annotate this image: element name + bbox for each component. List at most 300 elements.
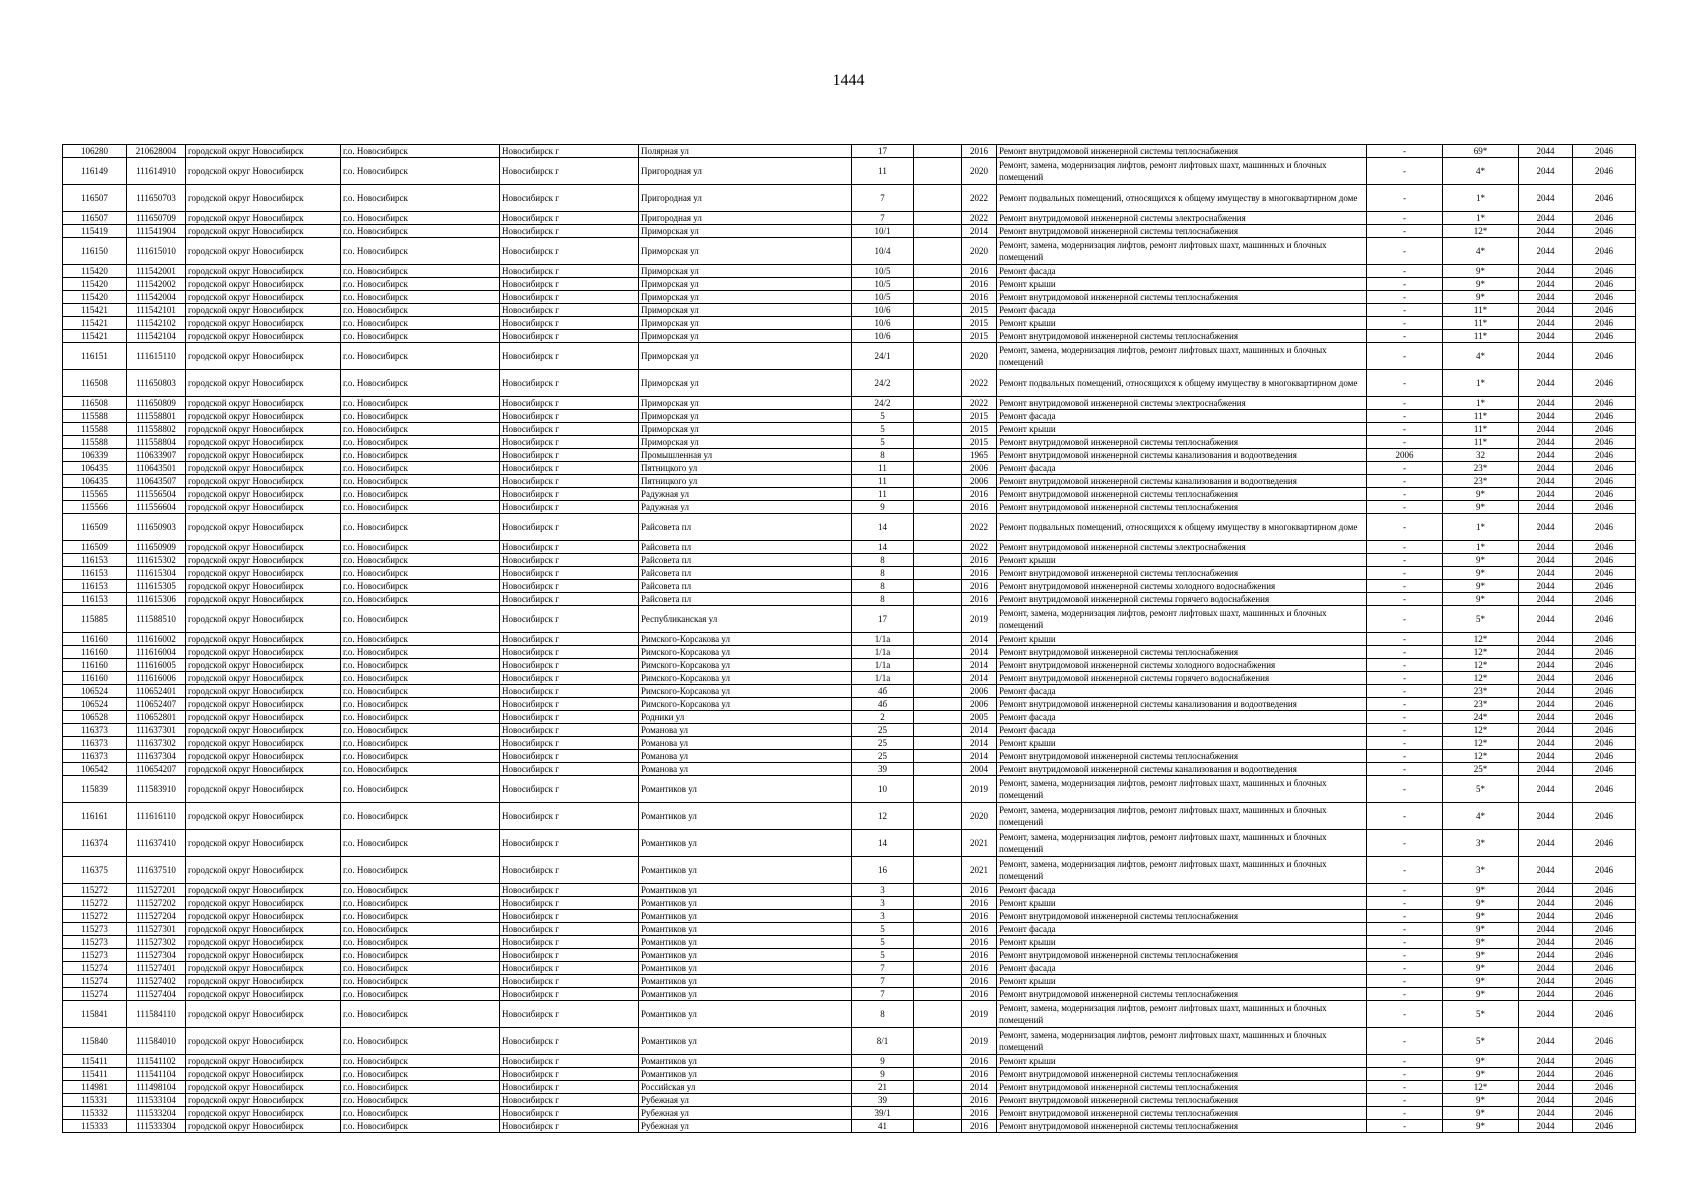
cell-street: Райсовета пл (639, 514, 852, 541)
table-row (63, 910, 1636, 923)
cell-municipality: городской округ Новосибирск (186, 1107, 341, 1120)
cell-municipality: городской округ Новосибирск (186, 724, 341, 737)
cell-house-number: 4б (852, 698, 914, 711)
cell-municipality: городской округ Новосибирск (186, 1094, 341, 1107)
cell-element-id: 111542104 (127, 330, 186, 343)
cell-city: Новосибирск г (500, 488, 639, 501)
cell-wear: 23* (1443, 698, 1519, 711)
cell-settlement: г.о. Новосибирск (341, 397, 500, 410)
cell-house-id: 116153 (63, 580, 127, 593)
cell-street: Приморская ул (639, 304, 852, 317)
cell-plan-end: 2046 (1573, 145, 1636, 158)
cell-settlement: г.о. Новосибирск (341, 606, 500, 633)
cell-building (914, 659, 962, 672)
cell-street: Романтиков ул (639, 857, 852, 884)
cell-house-number: 8 (852, 567, 914, 580)
cell-plan-end: 2046 (1573, 330, 1636, 343)
cell-building (914, 410, 962, 423)
cell-building (914, 685, 962, 698)
cell-element-id: 111558804 (127, 436, 186, 449)
cell-street: Райсовета пл (639, 580, 852, 593)
cell-work-type: Ремонт фасада (997, 923, 1367, 936)
cell-city: Новосибирск г (500, 962, 639, 975)
cell-street: Приморская ул (639, 317, 852, 330)
cell-last-repair-year: - (1367, 541, 1443, 554)
cell-plan-start: 2044 (1519, 884, 1573, 897)
cell-building (914, 554, 962, 567)
cell-plan-start: 2044 (1519, 397, 1573, 410)
cell-wear: 1* (1443, 212, 1519, 225)
cell-house-number: 10 (852, 776, 914, 803)
cell-building (914, 897, 962, 910)
cell-settlement: г.о. Новосибирск (341, 265, 500, 278)
cell-city: Новосибирск г (500, 975, 639, 988)
cell-wear: 9* (1443, 1120, 1519, 1133)
cell-house-number: 39 (852, 1094, 914, 1107)
cell-settlement: г.о. Новосибирск (341, 462, 500, 475)
table-row (63, 593, 1636, 606)
cell-building (914, 910, 962, 923)
cell-house-id: 116153 (63, 554, 127, 567)
cell-year-built: 2016 (962, 1055, 997, 1068)
cell-house-number: 4б (852, 685, 914, 698)
cell-house-id: 115411 (63, 1055, 127, 1068)
cell-element-id: 111498104 (127, 1081, 186, 1094)
cell-element-id: 110652407 (127, 698, 186, 711)
cell-settlement: г.о. Новосибирск (341, 330, 500, 343)
cell-settlement: г.о. Новосибирск (341, 936, 500, 949)
cell-element-id: 110643501 (127, 462, 186, 475)
cell-municipality: городской округ Новосибирск (186, 1120, 341, 1133)
cell-city: Новосибирск г (500, 988, 639, 1001)
cell-street: Пятницкого ул (639, 475, 852, 488)
cell-work-type: Ремонт внутридомовой инженерной системы теплоснабжения (997, 1068, 1367, 1081)
cell-work-type: Ремонт подвальных помещений, относящихся к общему имуществу в многоквартирном доме (997, 514, 1367, 541)
cell-city: Новосибирск г (500, 1107, 639, 1120)
cell-year-built: 2014 (962, 737, 997, 750)
cell-plan-end: 2046 (1573, 737, 1636, 750)
cell-year-built: 2016 (962, 1120, 997, 1133)
cell-house-number: 1/1а (852, 646, 914, 659)
cell-municipality: городской округ Новосибирск (186, 711, 341, 724)
cell-settlement: г.о. Новосибирск (341, 750, 500, 763)
cell-building (914, 514, 962, 541)
cell-plan-end: 2046 (1573, 343, 1636, 370)
cell-city: Новосибирск г (500, 554, 639, 567)
cell-city: Новосибирск г (500, 803, 639, 830)
cell-building (914, 225, 962, 238)
cell-house-number: 5 (852, 410, 914, 423)
cell-house-id: 106435 (63, 462, 127, 475)
cell-plan-start: 2044 (1519, 488, 1573, 501)
cell-settlement: г.о. Новосибирск (341, 501, 500, 514)
cell-building (914, 580, 962, 593)
cell-house-id: 115885 (63, 606, 127, 633)
table-row (63, 897, 1636, 910)
table-row (63, 145, 1636, 158)
cell-plan-start: 2044 (1519, 580, 1573, 593)
table-row (63, 343, 1636, 370)
table-row (63, 514, 1636, 541)
cell-house-id: 115274 (63, 988, 127, 1001)
cell-house-number: 10/4 (852, 238, 914, 265)
table-row (63, 397, 1636, 410)
cell-city: Новосибирск г (500, 370, 639, 397)
cell-settlement: г.о. Новосибирск (341, 449, 500, 462)
cell-year-built: 2016 (962, 265, 997, 278)
cell-plan-end: 2046 (1573, 936, 1636, 949)
cell-house-number: 41 (852, 1120, 914, 1133)
cell-city: Новосибирск г (500, 580, 639, 593)
cell-last-repair-year: - (1367, 145, 1443, 158)
cell-work-type: Ремонт внутридомовой инженерной системы электроснабжения (997, 541, 1367, 554)
cell-municipality: городской округ Новосибирск (186, 606, 341, 633)
cell-house-number: 10/6 (852, 317, 914, 330)
cell-municipality: городской округ Новосибирск (186, 397, 341, 410)
cell-work-type: Ремонт внутридомовой инженерной системы теплоснабжения (997, 1081, 1367, 1094)
cell-work-type: Ремонт внутридомовой инженерной системы электроснабжения (997, 397, 1367, 410)
cell-year-built: 2016 (962, 580, 997, 593)
cell-city: Новосибирск г (500, 606, 639, 633)
cell-plan-end: 2046 (1573, 884, 1636, 897)
cell-house-number: 17 (852, 145, 914, 158)
cell-work-type: Ремонт внутридомовой инженерной системы теплоснабжения (997, 501, 1367, 514)
cell-house-number: 8/1 (852, 1028, 914, 1055)
cell-last-repair-year: - (1367, 857, 1443, 884)
cell-city: Новосибирск г (500, 185, 639, 212)
cell-house-id: 116507 (63, 185, 127, 212)
cell-last-repair-year: - (1367, 949, 1443, 962)
cell-settlement: г.о. Новосибирск (341, 672, 500, 685)
cell-street: Приморская ул (639, 225, 852, 238)
cell-city: Новосибирск г (500, 659, 639, 672)
cell-year-built: 2016 (962, 593, 997, 606)
cell-wear: 12* (1443, 646, 1519, 659)
cell-house-number: 8 (852, 593, 914, 606)
cell-building (914, 212, 962, 225)
cell-house-id: 115840 (63, 1028, 127, 1055)
cell-year-built: 2006 (962, 462, 997, 475)
cell-plan-start: 2044 (1519, 803, 1573, 830)
cell-year-built: 2022 (962, 541, 997, 554)
cell-element-id: 111527404 (127, 988, 186, 1001)
cell-settlement: г.о. Новосибирск (341, 988, 500, 1001)
cell-last-repair-year: - (1367, 567, 1443, 580)
cell-street: Пригородная ул (639, 158, 852, 185)
cell-street: Райсовета пл (639, 541, 852, 554)
cell-element-id: 111533104 (127, 1094, 186, 1107)
cell-wear: 24* (1443, 711, 1519, 724)
cell-last-repair-year: - (1367, 633, 1443, 646)
cell-wear: 12* (1443, 737, 1519, 750)
cell-last-repair-year: - (1367, 238, 1443, 265)
cell-plan-start: 2044 (1519, 330, 1573, 343)
cell-plan-start: 2044 (1519, 436, 1573, 449)
cell-municipality: городской округ Новосибирск (186, 370, 341, 397)
cell-house-id: 106280 (63, 145, 127, 158)
cell-city: Новосибирск г (500, 884, 639, 897)
cell-house-number: 25 (852, 724, 914, 737)
cell-city: Новосибирск г (500, 685, 639, 698)
cell-street: Романтиков ул (639, 923, 852, 936)
cell-plan-end: 2046 (1573, 975, 1636, 988)
cell-street: Приморская ул (639, 370, 852, 397)
cell-wear: 9* (1443, 265, 1519, 278)
cell-street: Романтиков ул (639, 936, 852, 949)
cell-last-repair-year: - (1367, 1068, 1443, 1081)
cell-plan-end: 2046 (1573, 304, 1636, 317)
cell-city: Новосибирск г (500, 776, 639, 803)
cell-street: Райсовета пл (639, 554, 852, 567)
cell-plan-start: 2044 (1519, 857, 1573, 884)
cell-plan-start: 2044 (1519, 462, 1573, 475)
cell-settlement: г.о. Новосибирск (341, 554, 500, 567)
cell-last-repair-year: - (1367, 317, 1443, 330)
cell-plan-start: 2044 (1519, 238, 1573, 265)
cell-house-id: 115273 (63, 923, 127, 936)
cell-work-type: Ремонт внутридомовой инженерной системы теплоснабжения (997, 567, 1367, 580)
cell-house-id: 115420 (63, 291, 127, 304)
cell-plan-end: 2046 (1573, 763, 1636, 776)
cell-last-repair-year: - (1367, 830, 1443, 857)
cell-street: Романтиков ул (639, 1068, 852, 1081)
cell-work-type: Ремонт крыши (997, 278, 1367, 291)
cell-building (914, 436, 962, 449)
cell-element-id: 111527204 (127, 910, 186, 923)
cell-street: Романтиков ул (639, 975, 852, 988)
cell-city: Новосибирск г (500, 291, 639, 304)
cell-plan-end: 2046 (1573, 397, 1636, 410)
cell-house-number: 5 (852, 936, 914, 949)
cell-plan-start: 2044 (1519, 897, 1573, 910)
cell-year-built: 2014 (962, 646, 997, 659)
cell-wear: 4* (1443, 343, 1519, 370)
cell-plan-end: 2046 (1573, 659, 1636, 672)
cell-house-number: 17 (852, 606, 914, 633)
cell-street: Приморская ул (639, 343, 852, 370)
cell-house-id: 115421 (63, 304, 127, 317)
cell-street: Приморская ул (639, 330, 852, 343)
cell-street: Римского-Корсакова ул (639, 659, 852, 672)
cell-year-built: 2016 (962, 145, 997, 158)
cell-year-built: 2021 (962, 857, 997, 884)
cell-year-built: 2016 (962, 897, 997, 910)
cell-wear: 12* (1443, 633, 1519, 646)
cell-work-type: Ремонт крыши (997, 423, 1367, 436)
cell-last-repair-year: - (1367, 884, 1443, 897)
cell-city: Новосибирск г (500, 936, 639, 949)
cell-wear: 11* (1443, 410, 1519, 423)
table-row (63, 1107, 1636, 1120)
cell-street: Романтиков ул (639, 830, 852, 857)
cell-city: Новосибирск г (500, 857, 639, 884)
cell-building (914, 541, 962, 554)
cell-element-id: 111527302 (127, 936, 186, 949)
cell-year-built: 2015 (962, 304, 997, 317)
cell-plan-end: 2046 (1573, 685, 1636, 698)
cell-element-id: 111637304 (127, 750, 186, 763)
cell-city: Новосибирск г (500, 1055, 639, 1068)
cell-street: Римского-Корсакова ул (639, 646, 852, 659)
cell-plan-end: 2046 (1573, 672, 1636, 685)
cell-wear: 12* (1443, 672, 1519, 685)
cell-last-repair-year: - (1367, 462, 1443, 475)
cell-city: Новосибирск г (500, 923, 639, 936)
cell-house-id: 115273 (63, 936, 127, 949)
cell-work-type: Ремонт крыши (997, 317, 1367, 330)
cell-house-number: 10/6 (852, 304, 914, 317)
cell-work-type: Ремонт фасада (997, 884, 1367, 897)
cell-year-built: 2020 (962, 803, 997, 830)
cell-municipality: городской округ Новосибирск (186, 962, 341, 975)
cell-city: Новосибирск г (500, 158, 639, 185)
cell-element-id: 111542001 (127, 265, 186, 278)
page-number: 1444 (832, 72, 865, 89)
cell-house-number: 24/2 (852, 397, 914, 410)
cell-wear: 32 (1443, 449, 1519, 462)
cell-street: Приморская ул (639, 265, 852, 278)
cell-house-number: 11 (852, 475, 914, 488)
cell-building (914, 291, 962, 304)
cell-settlement: г.о. Новосибирск (341, 410, 500, 423)
cell-building (914, 711, 962, 724)
cell-wear: 12* (1443, 659, 1519, 672)
table-row (63, 225, 1636, 238)
cell-building (914, 593, 962, 606)
cell-building (914, 317, 962, 330)
cell-municipality: городской округ Новосибирск (186, 897, 341, 910)
cell-element-id: 111615304 (127, 567, 186, 580)
cell-year-built: 2016 (962, 949, 997, 962)
cell-street: Приморская ул (639, 397, 852, 410)
cell-house-number: 7 (852, 185, 914, 212)
cell-street: Романтиков ул (639, 897, 852, 910)
cell-street: Романова ул (639, 763, 852, 776)
cell-house-number: 8 (852, 449, 914, 462)
cell-wear: 1* (1443, 514, 1519, 541)
cell-work-type: Ремонт крыши (997, 737, 1367, 750)
cell-house-id: 116160 (63, 633, 127, 646)
cell-street: Романова ул (639, 750, 852, 763)
cell-year-built: 2006 (962, 685, 997, 698)
cell-settlement: г.о. Новосибирск (341, 278, 500, 291)
cell-element-id: 111556504 (127, 488, 186, 501)
cell-plan-start: 2044 (1519, 278, 1573, 291)
cell-municipality: городской округ Новосибирск (186, 1001, 341, 1028)
cell-last-repair-year: - (1367, 304, 1443, 317)
cell-plan-start: 2044 (1519, 475, 1573, 488)
cell-wear: 9* (1443, 554, 1519, 567)
cell-house-number: 39 (852, 763, 914, 776)
cell-house-number: 7 (852, 212, 914, 225)
cell-work-type: Ремонт внутридомовой инженерной системы канализования и водоотведения (997, 449, 1367, 462)
cell-year-built: 2016 (962, 910, 997, 923)
cell-house-number: 7 (852, 988, 914, 1001)
cell-plan-end: 2046 (1573, 291, 1636, 304)
cell-year-built: 2016 (962, 936, 997, 949)
cell-street: Приморская ул (639, 278, 852, 291)
cell-city: Новосибирск г (500, 763, 639, 776)
cell-municipality: городской округ Новосибирск (186, 567, 341, 580)
cell-municipality: городской округ Новосибирск (186, 580, 341, 593)
cell-year-built: 2016 (962, 884, 997, 897)
cell-house-id: 116160 (63, 672, 127, 685)
cell-municipality: городской округ Новосибирск (186, 278, 341, 291)
cell-plan-end: 2046 (1573, 750, 1636, 763)
cell-plan-start: 2044 (1519, 343, 1573, 370)
cell-house-id: 115588 (63, 423, 127, 436)
cell-municipality: городской округ Новосибирск (186, 317, 341, 330)
cell-wear: 9* (1443, 1068, 1519, 1081)
cell-settlement: г.о. Новосибирск (341, 317, 500, 330)
cell-building (914, 1081, 962, 1094)
cell-element-id: 111637301 (127, 724, 186, 737)
cell-city: Новосибирск г (500, 475, 639, 488)
cell-last-repair-year: - (1367, 936, 1443, 949)
cell-street: Романтиков ул (639, 803, 852, 830)
cell-building (914, 1001, 962, 1028)
cell-work-type: Ремонт внутридомовой инженерной системы горячего водоснабжения (997, 672, 1367, 685)
cell-wear: 12* (1443, 750, 1519, 763)
cell-municipality: городской округ Новосибирск (186, 776, 341, 803)
cell-city: Новосибирск г (500, 646, 639, 659)
cell-city: Новосибирск г (500, 501, 639, 514)
cell-wear: 9* (1443, 488, 1519, 501)
cell-house-number: 12 (852, 803, 914, 830)
cell-settlement: г.о. Новосибирск (341, 857, 500, 884)
cell-city: Новосибирск г (500, 304, 639, 317)
cell-city: Новосибирск г (500, 1028, 639, 1055)
cell-last-repair-year: - (1367, 343, 1443, 370)
cell-building (914, 923, 962, 936)
cell-plan-start: 2044 (1519, 212, 1573, 225)
cell-house-id: 116149 (63, 158, 127, 185)
cell-wear: 9* (1443, 962, 1519, 975)
cell-building (914, 776, 962, 803)
cell-year-built: 2015 (962, 436, 997, 449)
cell-house-id: 115565 (63, 488, 127, 501)
cell-work-type: Ремонт внутридомовой инженерной системы теплоснабжения (997, 145, 1367, 158)
cell-house-number: 10/1 (852, 225, 914, 238)
cell-last-repair-year: - (1367, 158, 1443, 185)
cell-building (914, 397, 962, 410)
cell-municipality: городской округ Новосибирск (186, 462, 341, 475)
cell-settlement: г.о. Новосибирск (341, 580, 500, 593)
cell-last-repair-year: - (1367, 1028, 1443, 1055)
table-row (63, 158, 1636, 185)
cell-settlement: г.о. Новосибирск (341, 698, 500, 711)
cell-plan-end: 2046 (1573, 554, 1636, 567)
cell-year-built: 2016 (962, 1107, 997, 1120)
cell-last-repair-year: - (1367, 1055, 1443, 1068)
cell-year-built: 2022 (962, 514, 997, 541)
cell-city: Новосибирск г (500, 278, 639, 291)
table-row (63, 410, 1636, 423)
cell-plan-end: 2046 (1573, 857, 1636, 884)
cell-house-number: 21 (852, 1081, 914, 1094)
cell-house-number: 11 (852, 488, 914, 501)
cell-last-repair-year: - (1367, 580, 1443, 593)
cell-plan-end: 2046 (1573, 724, 1636, 737)
cell-house-id: 116375 (63, 857, 127, 884)
cell-building (914, 803, 962, 830)
cell-municipality: городской округ Новосибирск (186, 410, 341, 423)
table-row (63, 803, 1636, 830)
table-row (63, 711, 1636, 724)
cell-building (914, 830, 962, 857)
cell-plan-start: 2044 (1519, 567, 1573, 580)
cell-settlement: г.о. Новосибирск (341, 1081, 500, 1094)
